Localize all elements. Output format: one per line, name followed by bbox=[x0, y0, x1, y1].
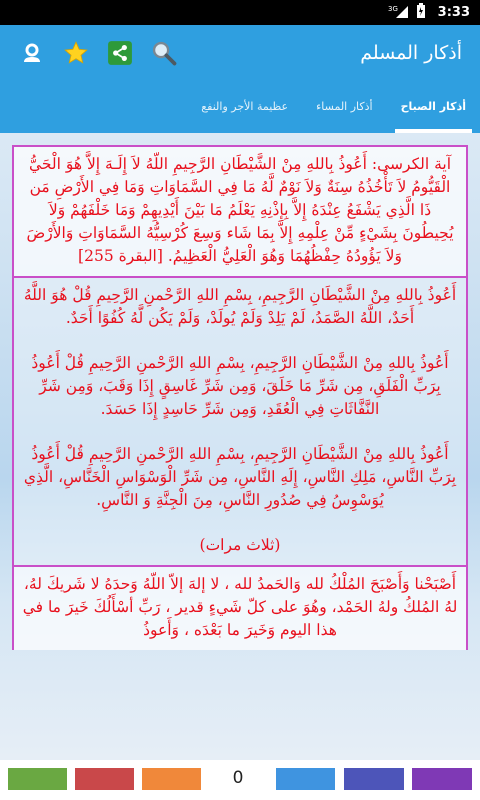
blue-color-button[interactable] bbox=[276, 768, 335, 790]
favorite-button[interactable] bbox=[54, 31, 98, 75]
dhikr-card-ayat-al-kursi[interactable] bbox=[12, 145, 468, 276]
app-title: أذكار المسلم bbox=[360, 41, 462, 64]
status-bar bbox=[0, 0, 480, 25]
tab-label: أذكار الصباح bbox=[400, 100, 466, 113]
tab-bar bbox=[0, 80, 480, 133]
signal-icon bbox=[388, 4, 410, 22]
tab-great-reward[interactable] bbox=[187, 80, 302, 133]
appbar-actions bbox=[10, 31, 186, 75]
dhikr-text: أَعُوذُ بِاللهِ مِنْ الشَّيْطَانِ الرَّجِيمِ، بِسْمِ اللهِ الرَّحْمنِ الرَّحِيمِ قُلْ أَعُوذُ بِرَبِّ النَّاسِ، مَلِكِ النَّاسِ، إِلَهِ النَّاسِ، مِن شَرِّ الْوَسْوَاسِ الْخَنَّاسِ، الَّذِي يُوَسْوِسُ فِي صُدُورِ النَّاسِ، مِنَ الْجِنَّةِ وَ النَّاسِ. bbox=[23, 445, 457, 509]
user-button[interactable] bbox=[10, 31, 54, 75]
star-icon bbox=[63, 40, 89, 66]
search-button[interactable] bbox=[142, 31, 186, 75]
repeat-count: (ثلاث مرات) bbox=[199, 536, 281, 554]
network-type-label: 3G bbox=[387, 4, 398, 13]
red-color-button[interactable] bbox=[75, 768, 134, 790]
app-bar bbox=[0, 25, 480, 80]
dhikr-card-asbahna[interactable] bbox=[12, 565, 468, 650]
battery-icon bbox=[416, 3, 426, 22]
tab-label: أذكار المساء bbox=[316, 100, 373, 113]
dhikr-text: أَصْبَحْنا وَأَصْبَحَ المُلْكُ لله وَالحَمدُ لله ، لا إلهَ إلاّ اللّهُ وَحدَهُ لا شَريكَ لهُ، لهُ المُلكُ ولهُ الحَمْد، وهُوَ على كلّ شَيءٍ قدير ، رَبِّ أسْأَلُكَ خَيرَ ما في هذا اليوم وَخَيرَ ما بَعْدَه ، وَأَعوذُ bbox=[22, 575, 458, 639]
dhikr-list[interactable] bbox=[12, 145, 468, 760]
bottom-bar bbox=[0, 760, 480, 800]
share-icon bbox=[107, 40, 133, 66]
status-time: 3:33 bbox=[437, 5, 470, 20]
purple-color-button[interactable] bbox=[412, 768, 472, 790]
search-icon bbox=[150, 39, 178, 67]
tab-evening-adhkar[interactable] bbox=[302, 80, 386, 133]
green-color-button[interactable] bbox=[8, 768, 67, 790]
user-icon bbox=[20, 41, 44, 65]
status-icons bbox=[388, 3, 470, 22]
share-button[interactable] bbox=[98, 31, 142, 75]
dhikr-text: أَعُوذُ بِاللهِ مِنْ الشَّيْطَانِ الرَّجِيمِ، بِسْمِ اللهِ الرَّحْمنِ الرَّحِيمِ قُلْ أَعُوذُ بِرَبِّ الْفَلَقِ، مِن شَرِّ مَا خَلَقَ، وَمِن شَرِّ غَاسِقٍ إِذَا وَقَبَ، وَمِن شَرِّ النَّفَّاثَاتِ فِي الْعُقَدِ، وَمِن شَرِّ حَاسِدٍ إِذَا حَسَدَ. bbox=[31, 354, 449, 418]
dhikr-card-three-quls[interactable] bbox=[12, 276, 468, 565]
indigo-color-button[interactable] bbox=[344, 768, 404, 790]
content-area[interactable] bbox=[0, 133, 480, 760]
orange-color-button[interactable] bbox=[142, 768, 201, 790]
dhikr-text: آية الكرسى: أَعُوذُ بِاللهِ مِنْ الشَّيْطَانِ الرَّجِيمِ اللّهُ لاَ إِلَـهَ إِلاَّ هُوَ الْحَيُّ الْقَيُّومُ لاَ تَأْخُذُهُ سِنَةٌ وَلاَ نَوْمٌ لَّهُ مَا فِي السَّمَاوَاتِ وَمَا فِي الأَرْضِ مَن ذَا الَّذِي يَشْفَعُ عِنْدَهُ إِلاَّ بِإِذْنِهِ يَعْلَمُ مَا بَيْنَ أَيْدِيهِمْ وَمَا خَلْفَهُمْ وَلاَ يُحِيطُونَ بِشَيْءٍ مِّنْ عِلْمِهِ إِلاَّ بِمَا شَاء وَسِعَ كُرْسِيُّهُ السَّمَاوَاتِ وَالأَرْضَ وَلاَ يَؤُودُهُ حِفْظُهُمَا وَهُوَ الْعَلِيُّ الْعَظِيمُ. [البقرة 255] bbox=[26, 155, 454, 265]
dhikr-text: أَعُوذُ بِاللهِ مِنْ الشَّيْطَانِ الرَّجِيمِ، بِسْمِ اللهِ الرَّحْمنِ الرَّحِيمِ قُلْ هُوَ اللَّهُ أَحَدٌ، اللَّهُ الصَّمَدُ، لَمْ يَلِدْ وَلَمْ يُولَدْ، وَلَمْ يَكُن لَّهُ كُفُوًا أَحَدٌ. bbox=[23, 286, 457, 327]
tab-label: عظيمة الأجر والنفع bbox=[201, 100, 289, 113]
tab-morning-adhkar[interactable] bbox=[387, 80, 480, 133]
tap-counter[interactable]: 0 bbox=[232, 768, 244, 788]
